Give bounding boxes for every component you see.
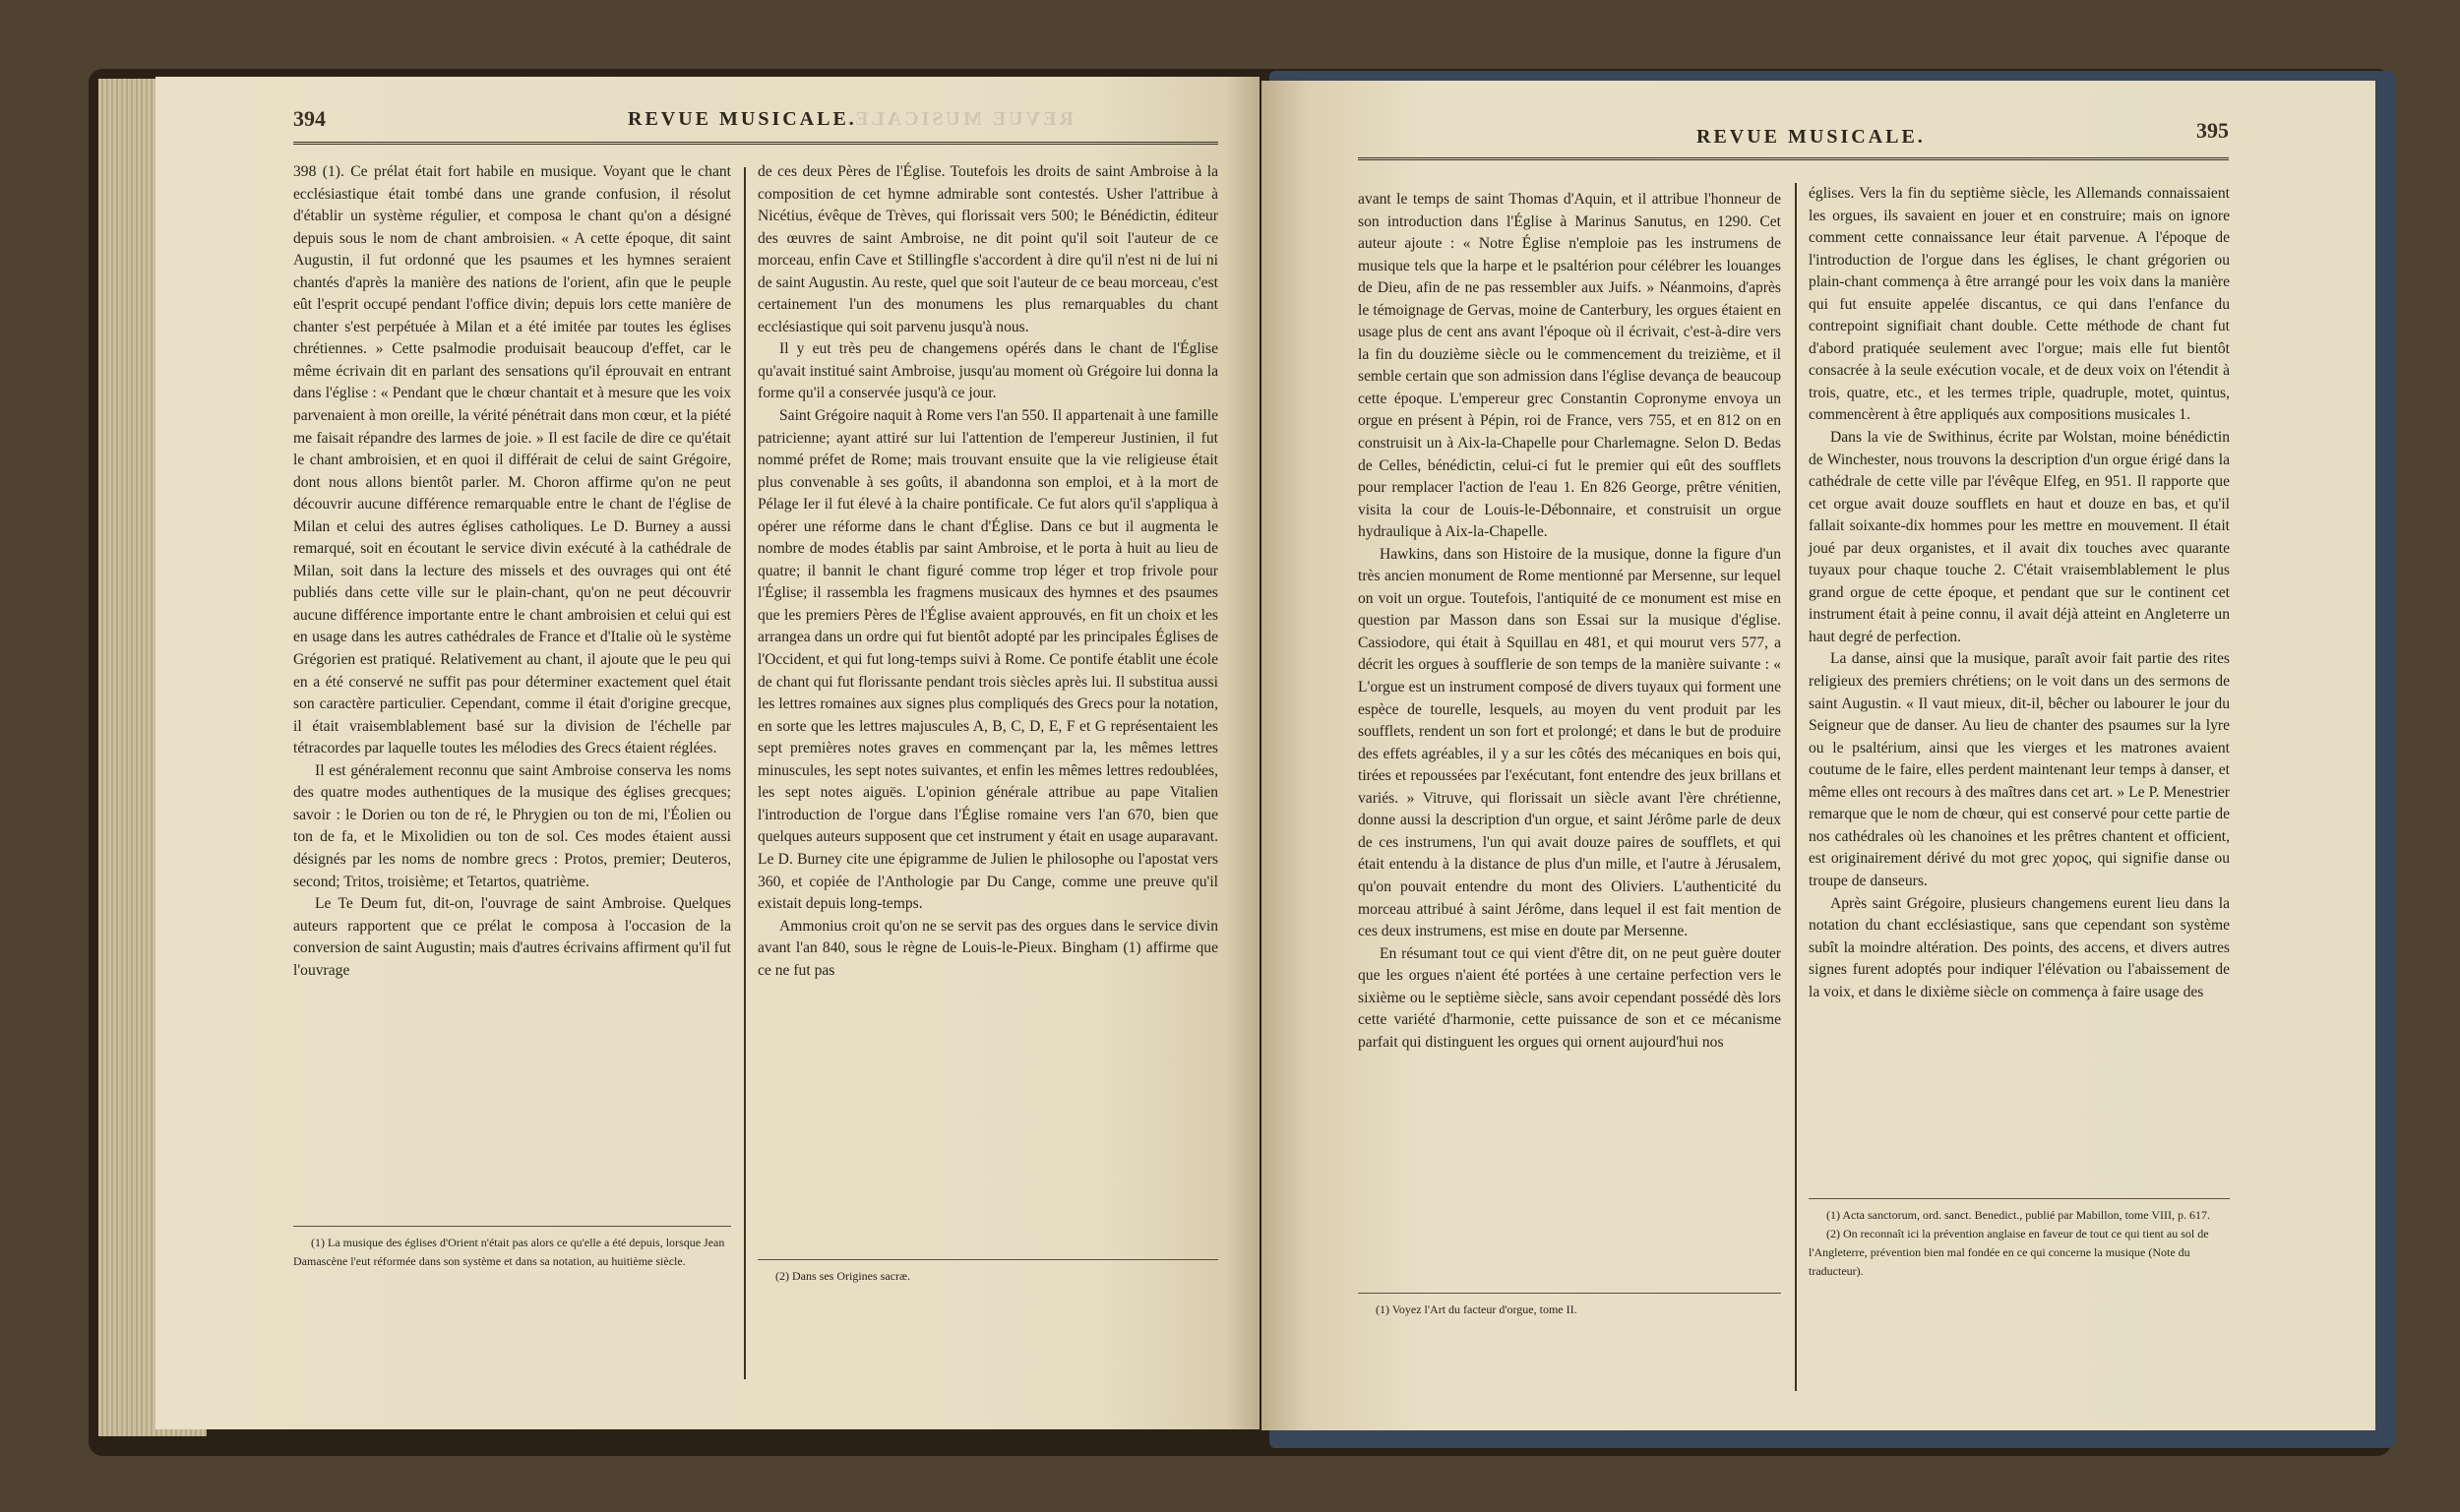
column-divider xyxy=(1795,183,1797,1391)
paragraph: Après saint Grégoire, plusieurs changemens eurent lieu dans la notation du chant ecclésiastique, sans que cependant son système subît la moindre altération. Des points, des accens, et divers autres signes furent adoptés pour indiquer l'élévation ou l'abaissement de la voix, et dans le dixième siècle on commença à faire usage des xyxy=(1809,894,2230,1000)
paragraph: de ces deux Pères de l'Église. Toutefois les droits de saint Ambroise à la composition de cet hymne admirable sont contestés. Usher l'attribue à Nicétius, évêque de Trèves, qui florissait vers 500; le Bénédictin, éditeur des œuvres de saint Ambroise, ne dit point qu'il soit l'auteur de ce morceau, enfin Cave et Stillingfle s'accordent à dire qu'il n'est ni de lui ni de saint Augustin. Au reste, quel que soit l'auteur de ce beau morceau, c'est certainement l'un des monumens les plus remarquables du chant ecclésiastique qui soit parvenu jusqu'à nous. xyxy=(758,163,1218,335)
text-column-right xyxy=(1809,183,2230,1003)
right-page xyxy=(1261,81,2375,1430)
text-column-right xyxy=(758,161,1218,982)
footnotes: (1) Acta sanctorum, ord. sanct. Benedict., publié par Mabillon, tome VIII, p. 617. (2) On reconnaît ici la prévention anglaise en faveur de tout ce qui tient au sol de l'Angleterre, prévention bien mal fondée en ce qui concerne la musique (Note du traducteur). xyxy=(1809,1208,2211,1278)
footnote-rule xyxy=(1809,1198,2230,1199)
header-rule xyxy=(293,142,1218,145)
header-rule xyxy=(1358,157,2229,160)
paragraph: Hawkins, dans son Histoire de la musique, donne la figure d'un très ancien monument de Rome mentionné par Mersenne, sur lequel on voit un orgue. Toutefois, l'antiquité de ce monument est mise en question par Masson dans son Essai sur la musique d'église. Cassiodore, qui était à Squillau en 481, et qui mourut vers 577, a décrit les orgues à soufflerie de son temps de la manière suivante : « L'orgue est un instrument composé de divers tuyaux qui forment une espèce de tourelle, lesquels, au moyen du vent produit par les soufflets, rendent un son fort et prolongé; et dans le but de produire des effets agréables, il y a sur les côtés des mécaniques en bois qui, tirées et repoussées par l'exécutant, font entendre des jeux brillans et variés. » Vitruve, qui florissait un siècle avant l'ère chrétienne, donne aussi la description d'un orgue, et saint Jérôme parle de deux de ces instrumens, l'un qui avait douze paires de soufflets, et qui était entendu à la distance de plus d'un mille, et l'autre à Jérusalem, qu'on pouvait entendre du mont des Oliviers. L'authenticité du morceau attribué à saint Jérôme, dans lequel il est fait mention de ces deux instrumens, est mise en doute par Mersenne. xyxy=(1358,545,1781,940)
paragraph: 398 (1). Ce prélat était fort habile en musique. Voyant que le chant ecclésiastique était tombé dans une grande confusion, il résolut d'établir un système régulier, et composa le chant qu'on a désigné depuis sous le nom de chant ambroisien. « A cette époque, dit saint Augustin, il fut ordonné que les psaumes et les hymnes seraient chantés d'après la manière des nations de l'orient, afin que le peuple eût l'esprit occupé pendant l'office divin; depuis lors cette manière de chanter s'est perpétuée à Milan et a été imitée par toutes les églises chrétiennes. » Cette psalmodie produisait beaucoup d'effet, car le même écrivain dit en parlant des sensations qu'il éprouvait en entrant dans l'église : « Pendant que le chœur chantait et à mesure que les voix parvenaient à mon oreille, la vérité pénétrait dans mon cœur, et la piété me faisait répandre des larmes de joie. » Il est facile de dire ce qu'était le chant ambroisien, et en quoi il différait de celui de saint Grégoire, dont nous allons bientôt parler. M. Choron affirme qu'on ne peut découvrir aucune différence remarquable entre le chant de l'église de Milan et celui des autres églises catholiques. Le D. Burney a aussi remarqué, soit en écoutant le service divin exécuté à la cathédrale de Milan, soit dans la lecture des missels et des ouvrages qui ont été publiés dans cette ville sur le plain-chant, qu'on ne peut découvrir aucune différence importante entre le chant ambroisien et celui qui est en usage dans les autres cathédrales de France et d'Italie où le système Grégorien est pratiqué. Relativement au chant, il ajoute que le peu qui en a été conservé ne suffit pas pour déterminer exactement quel était son caractère particulier. Cependant, comme il était d'origine grecque, il était vraisemblablement basé sur la division de l'échelle par tétracordes par laquelle toutes les mélodies des Grecs étaient réglées. xyxy=(293,163,731,757)
footnote: (1) La musique des églises d'Orient n'était pas alors ce qu'elle a été depuis, lorsque Jean Damascène l'eut réformée dans son système et dans sa notation, au huitième siècle. xyxy=(293,1236,725,1268)
paragraph: avant le temps de saint Thomas d'Aquin, et il attribue l'honneur de son introduction dans l'Église à Marinus Sanutus, en 1290. Cet auteur ajoute : « Notre Église n'emploie pas les instrumens de musique tels que la harpe et le psaltérion pour célébrer les louanges de Dieu, afin de ne pas ressembler aux Juifs. » Néanmoins, d'après le témoignage de Gervas, moine de Canterbury, les orgues étaient en usage plus de cent ans avant l'époque où il écrivait, c'est-à-dire vers la fin du douzième siècle ou le commencement du treizième, et il semble certain que son admission dans l'église devança de beaucoup cette époque. L'empereur grec Constantin Copronyme envoya un orgue en présent à Pépin, roi de France, vers 755, et en 812 on en construisit un à Aix-la-Chapelle pour Charlemagne. Selon D. Bedas de Celles, bénédictin, celui-ci fut le premier qui eût des soufflets pour remplacer l'action de l'eau 1. En 826 George, prêtre vénitien, visita la cour de Louis-le-Débonnaire, et construisit un orgue hydraulique à Aix-la-Chapelle. xyxy=(1358,191,1781,541)
paragraph: La danse, ainsi que la musique, paraît avoir fait partie des rites religieux des premiers chrétiens; on le voit dans un des sermons de saint Augustin. « Il vaut mieux, dit-il, bêcher ou labourer le jour du Seigneur que de danser. Au lieu de chanter des psaumes sur la lyre ou le psaltérium, ainsi que les vierges et les matrones avaient coutume de le faire, elles perdent maintenant leur temps à danser, et même elles ont recours à des maîtres dans cet art. » Le P. Menestrier remarque que le nom de chœur, qui est conservé pour cette partie de nos cathédrales où les chanoines et les prêtres chantent et officient, est originairement dérivé du mot grec χορος, qui signifie danse ou troupe de danseurs. xyxy=(1809,650,2230,889)
paragraph: Il est généralement reconnu que saint Ambroise conserva les noms des quatre modes authentiques de la musique des églises grecques; savoir : le Dorien ou ton de ré, le Phrygien ou ton de mi, l'Éolien ou ton de fa, et le Mixolidien ou ton de sol. Ces modes étaient aussi désignés par les noms de nombre grecs : Protos, premier; Deuteros, second; Tritos, troisième; et Tetartos, quatrième. xyxy=(293,761,731,890)
running-head: REVUE MUSICALE. xyxy=(628,108,857,130)
paragraph: En résumant tout ce qui vient d'être dit, on ne peut guère douter que les orgues n'aient été portées à une certaine perfection vers le sixième ou le septième siècle, sans avoir cependant possédé dès lors cette variété d'harmonie, cette puissance de son et ce mécanisme parfait qui distinguent les orgues qui ornent aujourd'hui nos xyxy=(1358,944,1781,1051)
paragraph: églises. Vers la fin du septième siècle, les Allemands connaissaient les orgues, ils savaient en jouer et en construire; mais on ignore comment cette connaissance leur était parvenue. A l'époque de l'introduction de l'orgue dans les églises, le chant grégorien ou plain-chant commença à être arrangé pour les voix dans la manière qui fut ensuite appelée discantus, ce qui dans l'enfance du contrepoint signifiait chant double. Cette méthode de chant fut d'abord pratiquée seulement avec l'orgue; mais elle fut bientôt consacrée à la seule exécution vocale, et de deux voix on l'étendit à trois, quatre, etc., et les termes triple, quadruple, motet, quintus, commencèrent à être appliqués aux compositions musicales 1. xyxy=(1809,185,2230,424)
footnote-rule xyxy=(293,1226,731,1227)
show-through-running-head: REVUE MUSICALE. xyxy=(844,108,1074,130)
footnote: (2) Dans ses Origines sacræ. xyxy=(775,1269,910,1283)
footnote-rule xyxy=(758,1259,1218,1260)
paragraph: Le Te Deum fut, dit-on, l'ouvrage de saint Ambroise. Quelques auteurs rapportent que ce prélat le composa à l'occasion de la conversion de saint Augustin; mais d'autres écrivains affirment qu'il fut l'ouvrage xyxy=(293,895,731,979)
text-column-left xyxy=(293,161,731,982)
page-number: 394 xyxy=(293,106,326,131)
text-column-left xyxy=(1358,189,1781,1054)
paragraph: Ammonius croit qu'on ne se servit pas des orgues dans le service divin avant l'an 840, sous le règne de Louis-le-Pieux. Bingham (1) affirme que ce ne fut pas xyxy=(758,917,1218,979)
footnote-rule xyxy=(1358,1293,1781,1294)
column-divider xyxy=(744,167,746,1379)
left-page xyxy=(155,77,1260,1429)
paragraph: Dans la vie de Swithinus, écrite par Wolstan, moine bénédictin de Winchester, nous trouvons la description d'un orgue érigé dans la cathédrale de cette ville par l'évêque Elfeg, en 951. Il rapporte que cet orgue avait douze soufflets en haut et douze en bas, et qu'il fallait soixante-dix hommes pour les mettre en mouvement. Il était joué par deux organistes, et il avait dix touches avec quarante tuyaux pour chaque touche 2. C'était vraisemblablement le plus grand orgue de cette époque, et pendant que sur le continent cet instrument était à peine connu, il avait déjà atteint en Angleterre un haut degré de perfection. xyxy=(1809,429,2230,645)
paragraph: Il y eut très peu de changemens opérés dans le chant de l'Église qu'avait institué saint Ambroise, jusqu'au moment où Grégoire lui donna la forme qu'il a conservée jusqu'à ce jour. xyxy=(758,340,1218,402)
page-number: 395 xyxy=(2196,118,2229,143)
footnote: (1) Voyez l'Art du facteur d'orgue, tome II. xyxy=(1376,1302,1577,1316)
running-head: REVUE MUSICALE. xyxy=(1696,126,1926,148)
paragraph: Saint Grégoire naquit à Rome vers l'an 550. Il appartenait à une famille patricienne; ayant attiré sur lui l'attention de l'empereur Justinien, il fut nommé préfet de Rome; mais trouvant ensuite que la vie religieuse était plus convenable à ses goûts, il abandonna son emploi, et à la mort de Pélage Ier il fut élevé à la chaire pontificale. Ce fut alors qu'il s'appliqua à opérer une réforme dans le chant d'Église. Dans ce but il augmenta le nombre de modes établis par saint Ambroise, et le porta à huit au lieu de quatre; il bannit le chant figuré comme trop léger et trop frivole pour l'Église; il rassembla les fragmens musicaux des hymnes et des psaumes que les premiers Pères de l'Église avaient approuvés, en fit un choix et les arrangea dans un ordre qui fut bientôt adopté par les principales Églises de l'Occident, et qui fut long-temps suivi à Rome. Ce pontife établit une école de chant qui fut florissante pendant trois siècles après lui. Il substitua aussi les lettres romaines aux signes plus compliqués des Grecs pour la notation, en sorte que les lettres majuscules A, B, C, D, E, F et G représentaient les sept premières notes graves en commençant par la, les mêmes lettres minuscules, les sept notes suivantes, et enfin les mêmes lettres redoublées, les sept notes aiguës. L'opinion générale attribue au pape Vitalien l'introduction de l'orgue dans l'Église romaine vers l'an 670, bien que quelques auteurs supposent que cet instrument y était en usage auparavant. Le D. Burney cite une épigramme de Julien le philosophe ou l'apostat vers 360, et copiée de l'Anthologie par Du Cange, comme une preuve qu'il existait depuis long-temps. xyxy=(758,407,1218,913)
